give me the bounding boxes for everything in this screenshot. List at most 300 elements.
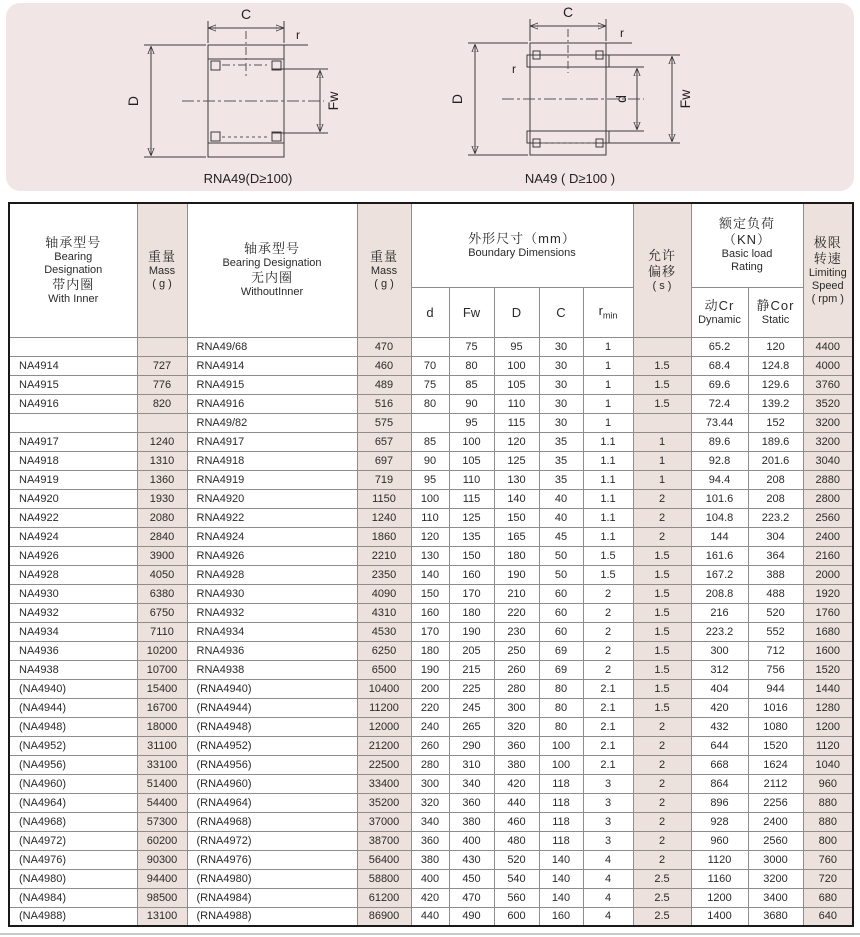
cell-fw: 100 xyxy=(449,432,494,451)
cell-dynamic-cr: 69.6 xyxy=(691,375,748,394)
cell-c: 40 xyxy=(539,489,583,508)
cell-outer-diameter: 480 xyxy=(494,831,539,850)
cell-designation-with-inner: NA4917 xyxy=(9,432,137,451)
cell-misalignment-s: 2 xyxy=(633,850,691,869)
table-row xyxy=(9,641,853,660)
cell-static-cor: 1624 xyxy=(748,755,803,774)
table-row xyxy=(9,508,853,527)
cell-mass-with-inner: 90300 xyxy=(137,850,187,869)
cell-designation-with-inner: (NA4984) xyxy=(9,888,137,907)
col-header-misalignment: 允许 偏移 ( s ) xyxy=(633,203,691,337)
cell-limiting-speed: 1280 xyxy=(803,698,853,717)
cell-fw: 170 xyxy=(449,584,494,603)
cell-static-cor: 3680 xyxy=(748,907,803,926)
cell-mass-with-inner xyxy=(137,413,187,432)
cell-mass-with-inner: 13100 xyxy=(137,907,187,926)
table-row xyxy=(9,755,853,774)
cell-designation-without-inner: (RNA4980) xyxy=(187,869,357,888)
cell-designation-with-inner: NA4926 xyxy=(9,546,137,565)
cell-d: 85 xyxy=(411,432,449,451)
col-header-r-min: $r_{min}$ xyxy=(583,287,633,337)
cell-static-cor: 189.6 xyxy=(748,432,803,451)
cell-static-cor: 3400 xyxy=(748,888,803,907)
cell-r-min: 3 xyxy=(583,812,633,831)
cell-misalignment-s xyxy=(633,413,691,432)
cell-mass-without-inner: 697 xyxy=(357,451,411,470)
cell-mass-without-inner: 22500 xyxy=(357,755,411,774)
col-header-fw: Fw xyxy=(449,287,494,337)
cell-mass-without-inner: 35200 xyxy=(357,793,411,812)
cell-mass-with-inner: 33100 xyxy=(137,755,187,774)
table-row xyxy=(9,622,853,641)
cell-d: 360 xyxy=(411,831,449,850)
cell-outer-diameter: 125 xyxy=(494,451,539,470)
cell-limiting-speed: 760 xyxy=(803,850,853,869)
cell-designation-with-inner: NA4934 xyxy=(9,622,137,641)
cell-limiting-speed: 3040 xyxy=(803,451,853,470)
dim-label-c: C xyxy=(562,4,574,20)
cell-d xyxy=(411,337,449,356)
cell-designation-with-inner: NA4919 xyxy=(9,470,137,489)
table-row xyxy=(9,470,853,489)
cell-designation-without-inner: RNA4936 xyxy=(187,641,357,660)
cell-outer-diameter: 440 xyxy=(494,793,539,812)
cell-designation-with-inner: NA4932 xyxy=(9,603,137,622)
cell-fw: 340 xyxy=(449,774,494,793)
cell-outer-diameter: 230 xyxy=(494,622,539,641)
cell-c: 45 xyxy=(539,527,583,546)
cell-d: 80 xyxy=(411,394,449,413)
table-row xyxy=(9,337,853,356)
cell-dynamic-cr: 668 xyxy=(691,755,748,774)
dim-label-r-left: r xyxy=(512,62,516,76)
cell-r-min: 3 xyxy=(583,831,633,850)
cell-c: 118 xyxy=(539,793,583,812)
cell-static-cor: 201.6 xyxy=(748,451,803,470)
cell-fw: 265 xyxy=(449,717,494,736)
cell-misalignment-s: 1 xyxy=(633,432,691,451)
cell-c: 30 xyxy=(539,337,583,356)
cell-fw: 115 xyxy=(449,489,494,508)
cell-designation-without-inner: (RNA4968) xyxy=(187,812,357,831)
cell-limiting-speed: 1440 xyxy=(803,679,853,698)
cell-designation-without-inner: RNA4919 xyxy=(187,470,357,489)
cell-d: 110 xyxy=(411,508,449,527)
cell-r-min: 2.1 xyxy=(583,755,633,774)
table-row xyxy=(9,660,853,679)
cell-mass-with-inner: 18000 xyxy=(137,717,187,736)
cell-c: 35 xyxy=(539,432,583,451)
cell-limiting-speed: 880 xyxy=(803,793,853,812)
cell-static-cor: 2560 xyxy=(748,831,803,850)
cell-designation-with-inner: NA4928 xyxy=(9,565,137,584)
cell-outer-diameter: 105 xyxy=(494,375,539,394)
cell-r-min: 1 xyxy=(583,413,633,432)
cell-fw: 110 xyxy=(449,470,494,489)
table-row xyxy=(9,679,853,698)
cell-d: 190 xyxy=(411,660,449,679)
cell-mass-without-inner: 33400 xyxy=(357,774,411,793)
cell-mass-without-inner: 58800 xyxy=(357,869,411,888)
cell-d: 100 xyxy=(411,489,449,508)
cell-static-cor: 552 xyxy=(748,622,803,641)
cell-outer-diameter: 250 xyxy=(494,641,539,660)
cell-r-min: 4 xyxy=(583,869,633,888)
cell-d: 90 xyxy=(411,451,449,470)
cell-designation-without-inner: RNA4915 xyxy=(187,375,357,394)
cell-c: 100 xyxy=(539,755,583,774)
table-row xyxy=(9,888,853,907)
table-row xyxy=(9,451,853,470)
cell-mass-without-inner: 1150 xyxy=(357,489,411,508)
cell-mass-without-inner: 61200 xyxy=(357,888,411,907)
cell-designation-without-inner: RNA4920 xyxy=(187,489,357,508)
cell-mass-with-inner: 727 xyxy=(137,356,187,375)
spec-table-body xyxy=(9,337,853,926)
cell-fw: 205 xyxy=(449,641,494,660)
cell-fw: 470 xyxy=(449,888,494,907)
cell-r-min: 1.1 xyxy=(583,527,633,546)
table-row xyxy=(9,546,853,565)
cell-misalignment-s: 1.5 xyxy=(633,356,691,375)
cell-designation-without-inner: (RNA4944) xyxy=(187,698,357,717)
table-row xyxy=(9,812,853,831)
cell-r-min: 1.1 xyxy=(583,489,633,508)
cell-mass-without-inner: 21200 xyxy=(357,736,411,755)
cell-static-cor: 1520 xyxy=(748,736,803,755)
cell-outer-diameter: 520 xyxy=(494,850,539,869)
cell-mass-with-inner xyxy=(137,337,187,356)
cell-dynamic-cr: 1200 xyxy=(691,888,748,907)
cell-dynamic-cr: 420 xyxy=(691,698,748,717)
cell-misalignment-s: 1.5 xyxy=(633,565,691,584)
cell-d: 440 xyxy=(411,907,449,926)
cell-c: 60 xyxy=(539,584,583,603)
table-row xyxy=(9,394,853,413)
table-row xyxy=(9,584,853,603)
cell-dynamic-cr: 89.6 xyxy=(691,432,748,451)
cell-static-cor: 304 xyxy=(748,527,803,546)
rna49-drawing-icon xyxy=(116,3,396,195)
cell-r-min: 1.1 xyxy=(583,508,633,527)
cell-misalignment-s: 1.5 xyxy=(633,698,691,717)
cell-mass-with-inner: 31100 xyxy=(137,736,187,755)
cell-r-min: 1 xyxy=(583,375,633,394)
cell-designation-with-inner: NA4914 xyxy=(9,356,137,375)
cell-mass-with-inner: 15400 xyxy=(137,679,187,698)
cell-static-cor: 2400 xyxy=(748,812,803,831)
cell-designation-with-inner: (NA4972) xyxy=(9,831,137,850)
cell-r-min: 2 xyxy=(583,622,633,641)
cell-static-cor: 1016 xyxy=(748,698,803,717)
cell-limiting-speed: 1680 xyxy=(803,622,853,641)
cell-mass-with-inner: 16700 xyxy=(137,698,187,717)
cell-static-cor: 129.6 xyxy=(748,375,803,394)
cell-c: 30 xyxy=(539,375,583,394)
cell-fw: 75 xyxy=(449,337,494,356)
cell-outer-diameter: 140 xyxy=(494,489,539,508)
cell-outer-diameter: 380 xyxy=(494,755,539,774)
cell-static-cor: 223.2 xyxy=(748,508,803,527)
table-row xyxy=(9,850,853,869)
cell-limiting-speed: 2400 xyxy=(803,527,853,546)
cell-mass-with-inner: 1310 xyxy=(137,451,187,470)
cell-fw: 215 xyxy=(449,660,494,679)
cell-designation-with-inner: (NA4948) xyxy=(9,717,137,736)
dim-label-d: d xyxy=(613,95,629,103)
cell-mass-with-inner: 6380 xyxy=(137,584,187,603)
cell-designation-without-inner: RNA4922 xyxy=(187,508,357,527)
cell-outer-diameter: 220 xyxy=(494,603,539,622)
col-header-d: d xyxy=(411,287,449,337)
cell-fw: 95 xyxy=(449,413,494,432)
cell-d: 150 xyxy=(411,584,449,603)
cell-mass-without-inner: 489 xyxy=(357,375,411,394)
cell-d: 300 xyxy=(411,774,449,793)
cell-dynamic-cr: 161.6 xyxy=(691,546,748,565)
cell-c: 60 xyxy=(539,622,583,641)
cell-r-min: 1.1 xyxy=(583,451,633,470)
cell-dynamic-cr: 300 xyxy=(691,641,748,660)
cell-mass-without-inner: 11200 xyxy=(357,698,411,717)
cell-dynamic-cr: 208.8 xyxy=(691,584,748,603)
table-row xyxy=(9,717,853,736)
cell-r-min: 2 xyxy=(583,660,633,679)
cell-limiting-speed: 1760 xyxy=(803,603,853,622)
dim-label-c: C xyxy=(240,6,252,22)
cell-dynamic-cr: 65.2 xyxy=(691,337,748,356)
cell-d: 140 xyxy=(411,565,449,584)
cell-limiting-speed: 880 xyxy=(803,812,853,831)
cell-d: 280 xyxy=(411,755,449,774)
cell-dynamic-cr: 223.2 xyxy=(691,622,748,641)
table-row xyxy=(9,831,853,850)
cell-mass-with-inner: 10200 xyxy=(137,641,187,660)
cell-d: 180 xyxy=(411,641,449,660)
cell-outer-diameter: 115 xyxy=(494,413,539,432)
col-header-D: D xyxy=(494,287,539,337)
cell-mass-without-inner: 1240 xyxy=(357,508,411,527)
cell-misalignment-s: 2 xyxy=(633,831,691,850)
cell-mass-with-inner: 10700 xyxy=(137,660,187,679)
cell-d: 120 xyxy=(411,527,449,546)
cell-designation-with-inner: NA4920 xyxy=(9,489,137,508)
cell-c: 80 xyxy=(539,698,583,717)
cell-mass-without-inner: 460 xyxy=(357,356,411,375)
cell-designation-without-inner: RNA4926 xyxy=(187,546,357,565)
cell-outer-diameter: 210 xyxy=(494,584,539,603)
cell-mass-with-inner: 94400 xyxy=(137,869,187,888)
cell-limiting-speed: 3520 xyxy=(803,394,853,413)
cell-designation-with-inner: NA4922 xyxy=(9,508,137,527)
cell-c: 35 xyxy=(539,451,583,470)
bearing-diagram-na49 xyxy=(444,3,744,200)
cell-limiting-speed: 1920 xyxy=(803,584,853,603)
cell-c: 80 xyxy=(539,679,583,698)
col-header-limiting-speed: 极限 转速 Limiting Speed ( rpm ) xyxy=(803,203,853,337)
cell-r-min: 1.1 xyxy=(583,432,633,451)
cell-d: 70 xyxy=(411,356,449,375)
cell-designation-without-inner: (RNA4984) xyxy=(187,888,357,907)
cell-designation-with-inner: (NA4968) xyxy=(9,812,137,831)
cell-fw: 90 xyxy=(449,394,494,413)
cell-mass-with-inner: 51400 xyxy=(137,774,187,793)
cell-misalignment-s: 2 xyxy=(633,508,691,527)
cell-static-cor: 2112 xyxy=(748,774,803,793)
cell-outer-diameter: 600 xyxy=(494,907,539,926)
cell-mass-with-inner: 1360 xyxy=(137,470,187,489)
cell-r-min: 2 xyxy=(583,641,633,660)
cell-designation-with-inner: NA4915 xyxy=(9,375,137,394)
cell-mass-with-inner: 98500 xyxy=(137,888,187,907)
cell-dynamic-cr: 1120 xyxy=(691,850,748,869)
cell-r-min: 4 xyxy=(583,888,633,907)
cell-designation-with-inner: (NA4952) xyxy=(9,736,137,755)
cell-static-cor: 756 xyxy=(748,660,803,679)
cell-fw: 380 xyxy=(449,812,494,831)
cell-static-cor: 1080 xyxy=(748,717,803,736)
cell-limiting-speed: 3200 xyxy=(803,413,853,432)
col-header-C: C xyxy=(539,287,583,337)
dim-label-D: D xyxy=(449,93,465,105)
cell-limiting-speed: 3760 xyxy=(803,375,853,394)
col-header-static-cor: 静Cor Static xyxy=(748,287,803,337)
cell-c: 50 xyxy=(539,546,583,565)
cell-mass-with-inner: 820 xyxy=(137,394,187,413)
cell-d: 160 xyxy=(411,603,449,622)
cell-outer-diameter: 190 xyxy=(494,565,539,584)
cell-misalignment-s: 1.5 xyxy=(633,622,691,641)
cell-static-cor: 388 xyxy=(748,565,803,584)
cell-mass-without-inner: 657 xyxy=(357,432,411,451)
cell-outer-diameter: 110 xyxy=(494,394,539,413)
table-row xyxy=(9,793,853,812)
cell-static-cor: 520 xyxy=(748,603,803,622)
cell-dynamic-cr: 94.4 xyxy=(691,470,748,489)
cell-limiting-speed: 2160 xyxy=(803,546,853,565)
cell-designation-without-inner: (RNA4956) xyxy=(187,755,357,774)
cell-d: 170 xyxy=(411,622,449,641)
cell-r-min: 1.1 xyxy=(583,470,633,489)
cell-fw: 490 xyxy=(449,907,494,926)
cell-designation-without-inner: RNA4924 xyxy=(187,527,357,546)
cell-static-cor: 364 xyxy=(748,546,803,565)
cell-c: 118 xyxy=(539,812,583,831)
cell-mass-with-inner: 6750 xyxy=(137,603,187,622)
cell-d: 400 xyxy=(411,869,449,888)
cell-limiting-speed: 1120 xyxy=(803,736,853,755)
cell-r-min: 1.5 xyxy=(583,565,633,584)
cell-outer-diameter: 100 xyxy=(494,356,539,375)
cell-d: 380 xyxy=(411,850,449,869)
cell-mass-without-inner: 6500 xyxy=(357,660,411,679)
cell-designation-without-inner: (RNA4988) xyxy=(187,907,357,926)
cell-outer-diameter: 280 xyxy=(494,679,539,698)
table-row xyxy=(9,527,853,546)
cell-mass-with-inner: 1240 xyxy=(137,432,187,451)
col-header-dynamic-cr: 动Cr Dynamic xyxy=(691,287,748,337)
table-row xyxy=(9,565,853,584)
cell-misalignment-s: 1.5 xyxy=(633,679,691,698)
cell-designation-with-inner: NA4924 xyxy=(9,527,137,546)
cell-limiting-speed: 720 xyxy=(803,869,853,888)
table-row xyxy=(9,736,853,755)
cell-limiting-speed: 800 xyxy=(803,831,853,850)
cell-fw: 310 xyxy=(449,755,494,774)
cell-fw: 225 xyxy=(449,679,494,698)
cell-designation-without-inner: RNA4918 xyxy=(187,451,357,470)
cell-mass-without-inner: 56400 xyxy=(357,850,411,869)
cell-c: 160 xyxy=(539,907,583,926)
cell-misalignment-s: 1.5 xyxy=(633,584,691,603)
cell-c: 40 xyxy=(539,508,583,527)
cell-designation-without-inner: (RNA4952) xyxy=(187,736,357,755)
diagram-caption-na49: NA49 ( D≥100 ) xyxy=(524,171,616,186)
cell-dynamic-cr: 216 xyxy=(691,603,748,622)
cell-fw: 85 xyxy=(449,375,494,394)
cell-designation-without-inner: RNA4934 xyxy=(187,622,357,641)
cell-misalignment-s: 1.5 xyxy=(633,603,691,622)
cell-dynamic-cr: 1400 xyxy=(691,907,748,926)
cell-designation-with-inner: (NA4944) xyxy=(9,698,137,717)
cell-mass-without-inner: 516 xyxy=(357,394,411,413)
bearing-diagram-rna49 xyxy=(116,3,396,200)
cell-designation-without-inner: RNA4916 xyxy=(187,394,357,413)
dim-label-D: D xyxy=(125,95,141,107)
cell-designation-without-inner: RNA4930 xyxy=(187,584,357,603)
cell-limiting-speed: 3200 xyxy=(803,432,853,451)
table-row xyxy=(9,869,853,888)
table-row xyxy=(9,774,853,793)
cell-c: 30 xyxy=(539,413,583,432)
cell-fw: 400 xyxy=(449,831,494,850)
cell-r-min: 3 xyxy=(583,774,633,793)
cell-mass-with-inner: 60200 xyxy=(137,831,187,850)
cell-mass-with-inner: 2840 xyxy=(137,527,187,546)
cell-static-cor: 712 xyxy=(748,641,803,660)
cell-designation-without-inner: RNA4932 xyxy=(187,603,357,622)
cell-c: 80 xyxy=(539,717,583,736)
cell-c: 35 xyxy=(539,470,583,489)
cell-d: 95 xyxy=(411,470,449,489)
cell-mass-without-inner: 4530 xyxy=(357,622,411,641)
cell-designation-with-inner: NA4938 xyxy=(9,660,137,679)
cell-fw: 360 xyxy=(449,793,494,812)
cell-fw: 150 xyxy=(449,546,494,565)
cell-dynamic-cr: 72.4 xyxy=(691,394,748,413)
cell-designation-without-inner: (RNA4976) xyxy=(187,850,357,869)
cell-mass-without-inner: 719 xyxy=(357,470,411,489)
cell-outer-diameter: 95 xyxy=(494,337,539,356)
cell-c: 30 xyxy=(539,394,583,413)
cell-r-min: 2 xyxy=(583,603,633,622)
cell-limiting-speed: 1040 xyxy=(803,755,853,774)
cell-static-cor: 488 xyxy=(748,584,803,603)
col-group-load-rating: 额定负荷 （KN） Basic load Rating xyxy=(691,203,803,287)
cell-c: 50 xyxy=(539,565,583,584)
cell-designation-without-inner: RNA4914 xyxy=(187,356,357,375)
table-row xyxy=(9,603,853,622)
cell-outer-diameter: 120 xyxy=(494,432,539,451)
cell-designation-with-inner: (NA4940) xyxy=(9,679,137,698)
cell-designation-without-inner: (RNA4972) xyxy=(187,831,357,850)
cell-designation-without-inner: RNA4928 xyxy=(187,565,357,584)
cell-limiting-speed: 1520 xyxy=(803,660,853,679)
diagram-panel xyxy=(6,3,854,191)
cell-r-min: 2 xyxy=(583,584,633,603)
cell-fw: 190 xyxy=(449,622,494,641)
cell-designation-with-inner: (NA4960) xyxy=(9,774,137,793)
